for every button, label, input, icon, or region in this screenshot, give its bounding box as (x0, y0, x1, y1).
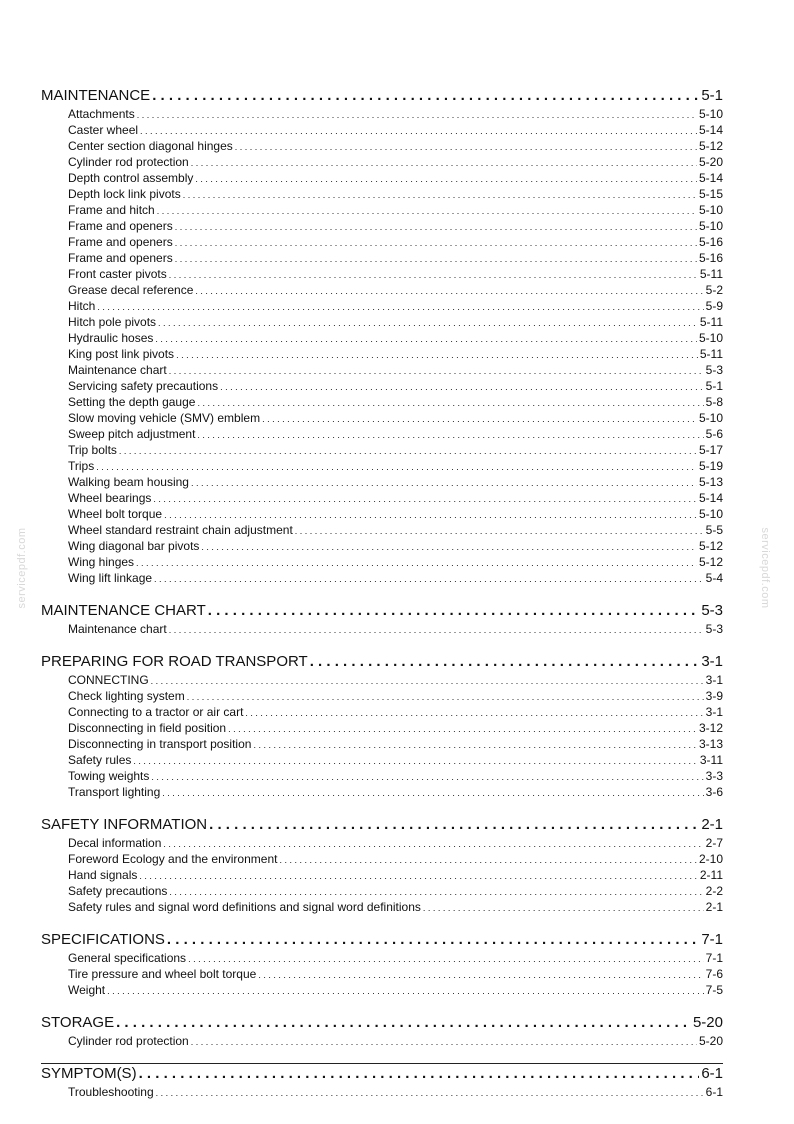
entry-page-number: 5-14 (698, 171, 723, 185)
leader-dots (195, 283, 703, 298)
toc-section-heading[interactable] (41, 652, 723, 672)
toc-entry[interactable] (41, 122, 723, 138)
toc-entry[interactable] (41, 506, 723, 522)
entry-page-number: 2-2 (705, 884, 723, 898)
leader-dots (191, 1034, 697, 1049)
entry-label: Check lighting system (68, 689, 185, 703)
toc-entry[interactable] (41, 426, 723, 442)
entry-page-number: 5-10 (698, 219, 723, 233)
entry-page-number: 3-13 (698, 737, 723, 751)
toc-entry[interactable] (41, 298, 723, 314)
leader-dots (176, 347, 698, 362)
toc-section-heading[interactable] (41, 86, 723, 106)
toc-entry[interactable] (41, 752, 723, 768)
entry-page-number: 5-1 (705, 379, 723, 393)
toc-section (41, 1064, 723, 1100)
leader-dots (175, 251, 697, 266)
leader-dots (175, 219, 697, 234)
entry-page-number: 5-17 (698, 443, 723, 457)
toc-entry[interactable] (41, 672, 723, 688)
leader-dots (209, 815, 699, 835)
leader-dots (169, 267, 698, 282)
toc-entry[interactable] (41, 186, 723, 202)
entry-page-number: 2-1 (705, 900, 723, 914)
entry-label: Hydraulic hoses (68, 331, 154, 345)
entry-label: Connecting to a tractor or air cart (68, 705, 244, 719)
entry-label: Troubleshooting (68, 1085, 154, 1099)
toc-section (41, 930, 723, 998)
leader-dots (151, 673, 704, 688)
entry-page-number: 5-19 (698, 459, 723, 473)
entry-page-number: 5-5 (705, 523, 723, 537)
entry-label: Walking beam housing (68, 475, 189, 489)
toc-entry[interactable] (41, 138, 723, 154)
toc-entry[interactable] (41, 218, 723, 234)
entry-page-number: 3-3 (705, 769, 723, 783)
leader-dots (162, 785, 703, 800)
entry-label: Foreword Ecology and the environment (68, 852, 278, 866)
leader-dots (139, 868, 697, 883)
toc-entry[interactable] (41, 538, 723, 554)
entry-label: Wing hinges (68, 555, 135, 569)
entry-page-number: 3-1 (705, 673, 723, 687)
toc-section-heading[interactable] (41, 1064, 723, 1084)
footer-rule (41, 1063, 723, 1064)
toc-entry[interactable] (41, 106, 723, 122)
leader-dots (208, 601, 700, 621)
entry-label: Weight (68, 983, 106, 997)
entry-label: Towing weights (68, 769, 150, 783)
leader-dots (137, 107, 697, 122)
entry-label: Caster wheel (68, 123, 139, 137)
entry-label: Cylinder rod protection (68, 1034, 189, 1048)
entry-page-number: 5-11 (699, 347, 723, 361)
entry-page-number: 5-20 (698, 1034, 723, 1048)
table-of-contents (41, 86, 723, 1100)
section-title: STORAGE (41, 1014, 115, 1031)
leader-dots (153, 491, 697, 506)
leader-dots (188, 951, 704, 966)
entry-label: Slow moving vehicle (SMV) emblem (68, 411, 261, 425)
entry-page-number: 7-6 (705, 967, 723, 981)
toc-entry[interactable] (41, 410, 723, 426)
entry-page-number: 5-3 (705, 622, 723, 636)
toc-entry[interactable] (41, 394, 723, 410)
entry-label: Center section diagonal hinges (68, 139, 233, 153)
leader-dots (116, 1013, 691, 1033)
leader-dots (151, 769, 703, 784)
entry-label: Decal information (68, 836, 162, 850)
toc-entry[interactable] (41, 282, 723, 298)
entry-page-number: 5-10 (698, 107, 723, 121)
entry-page-number: 5-11 (699, 267, 723, 281)
leader-dots (119, 443, 697, 458)
entry-page-number: 2-7 (705, 836, 723, 850)
leader-dots (163, 836, 703, 851)
toc-section (41, 652, 723, 800)
toc-entry[interactable] (41, 314, 723, 330)
entry-label: Safety rules and signal word definitions and signal word definitions (68, 900, 421, 914)
entry-page-number: 5-2 (705, 283, 723, 297)
toc-entry[interactable] (41, 982, 723, 998)
toc-section (41, 86, 723, 586)
leader-dots (197, 395, 703, 410)
entry-label: Wheel bolt torque (68, 507, 163, 521)
leader-dots (97, 299, 703, 314)
leader-dots (187, 689, 704, 704)
leader-dots (139, 1064, 700, 1084)
entry-page-number: 3-12 (698, 721, 723, 735)
entry-page-number: 5-14 (698, 123, 723, 137)
entry-page-number: 5-12 (698, 539, 723, 553)
entry-label: Frame and openers (68, 251, 173, 265)
toc-entry[interactable] (41, 570, 723, 586)
entry-page-number: 5-20 (698, 155, 723, 169)
leader-dots (157, 203, 697, 218)
toc-entry[interactable] (41, 378, 723, 394)
entry-page-number: 3-9 (705, 689, 723, 703)
entry-page-number: 3-6 (705, 785, 723, 799)
entry-label: Maintenance chart (68, 363, 167, 377)
entry-label: Hitch (68, 299, 96, 313)
toc-entry[interactable] (41, 883, 723, 899)
leader-dots (220, 379, 704, 394)
leader-dots (423, 900, 704, 915)
leader-dots (197, 427, 703, 442)
section-title: SAFETY INFORMATION (41, 816, 208, 833)
leader-dots (253, 737, 697, 752)
entry-page-number: 5-4 (705, 571, 723, 585)
entry-label: King post link pivots (68, 347, 175, 361)
entry-label: Grease decal reference (68, 283, 194, 297)
entry-label: Attachments (68, 107, 135, 121)
toc-section-heading[interactable] (41, 815, 723, 835)
leader-dots (136, 555, 697, 570)
toc-section-heading[interactable] (41, 601, 723, 621)
entry-label: Hitch pole pivots (68, 315, 157, 329)
leader-dots (107, 983, 704, 998)
toc-section-heading[interactable] (41, 930, 723, 950)
toc-entry[interactable] (41, 458, 723, 474)
leader-dots (154, 571, 704, 586)
toc-entry[interactable] (41, 170, 723, 186)
entry-label: Hand signals (68, 868, 138, 882)
entry-label: General specifications (68, 951, 187, 965)
entry-page-number: 2-10 (698, 852, 723, 866)
section-page-number: 7-1 (701, 931, 723, 948)
toc-entry[interactable] (41, 250, 723, 266)
entry-label: Disconnecting in field position (68, 721, 227, 735)
entry-page-number: 5-10 (698, 507, 723, 521)
section-title: MAINTENANCE CHART (41, 602, 206, 619)
toc-entry[interactable] (41, 202, 723, 218)
entry-label: Cylinder rod protection (68, 155, 189, 169)
toc-entry[interactable] (41, 621, 723, 637)
entry-label: Trip bolts (68, 443, 117, 457)
leader-dots (201, 539, 697, 554)
toc-entry[interactable] (41, 234, 723, 250)
leader-dots (96, 459, 697, 474)
leader-dots (235, 139, 697, 154)
leader-dots (262, 411, 697, 426)
section-title: SPECIFICATIONS (41, 931, 165, 948)
entry-label: Tire pressure and wheel bolt torque (68, 967, 257, 981)
leader-dots (191, 155, 697, 170)
leader-dots (155, 331, 697, 346)
leader-dots (167, 930, 699, 950)
leader-dots (258, 967, 703, 982)
leader-dots (279, 852, 697, 867)
leader-dots (133, 753, 697, 768)
entry-page-number: 5-6 (705, 427, 723, 441)
toc-entry[interactable] (41, 768, 723, 784)
entry-page-number: 5-10 (698, 203, 723, 217)
entry-label: CONNECTING (68, 673, 149, 687)
watermark-right: servicepdf.com (759, 527, 771, 609)
toc-entry[interactable] (41, 1033, 723, 1049)
entry-page-number: 5-10 (698, 411, 723, 425)
section-page-number: 3-1 (701, 653, 723, 670)
leader-dots (169, 884, 703, 899)
entry-label: Safety precautions (68, 884, 168, 898)
toc-entry[interactable] (41, 736, 723, 752)
entry-page-number: 5-12 (698, 139, 723, 153)
section-page-number: 2-1 (701, 816, 723, 833)
entry-label: Depth lock link pivots (68, 187, 181, 201)
entry-label: Servicing safety precautions (68, 379, 219, 393)
entry-label: Wheel bearings (68, 491, 152, 505)
entry-page-number: 5-13 (698, 475, 723, 489)
toc-entry[interactable] (41, 474, 723, 490)
section-title: PREPARING FOR ROAD TRANSPORT (41, 653, 308, 670)
toc-entry[interactable] (41, 266, 723, 282)
toc-section (41, 1013, 723, 1049)
entry-label: Wing diagonal bar pivots (68, 539, 200, 553)
toc-entry[interactable] (41, 720, 723, 736)
section-page-number: 5-3 (701, 602, 723, 619)
entry-page-number: 2-11 (699, 868, 723, 882)
entry-page-number: 3-11 (699, 753, 723, 767)
toc-entry[interactable] (41, 867, 723, 883)
toc-entry[interactable] (41, 851, 723, 867)
entry-label: Front caster pivots (68, 267, 167, 281)
leader-dots (169, 622, 704, 637)
toc-entry[interactable] (41, 950, 723, 966)
toc-entry[interactable] (41, 704, 723, 720)
toc-section-heading[interactable] (41, 1013, 723, 1033)
leader-dots (228, 721, 697, 736)
leader-dots (195, 171, 697, 186)
toc-entry[interactable] (41, 362, 723, 378)
entry-label: Setting the depth gauge (68, 395, 196, 409)
section-title: MAINTENANCE (41, 87, 151, 104)
section-title: SYMPTOM(S) (41, 1065, 137, 1082)
leader-dots (158, 315, 698, 330)
section-page-number: 5-1 (701, 87, 723, 104)
entry-label: Depth control assembly (68, 171, 194, 185)
entry-page-number: 3-1 (705, 705, 723, 719)
toc-entry[interactable] (41, 688, 723, 704)
toc-section (41, 601, 723, 637)
entry-page-number: 7-1 (705, 951, 723, 965)
entry-page-number: 5-16 (698, 235, 723, 249)
entry-page-number: 7-5 (705, 983, 723, 997)
leader-dots (295, 523, 704, 538)
entry-label: Sweep pitch adjustment (68, 427, 196, 441)
toc-entry[interactable] (41, 784, 723, 800)
entry-page-number: 5-11 (699, 315, 723, 329)
toc-entry[interactable] (41, 554, 723, 570)
entry-label: Frame and openers (68, 235, 173, 249)
leader-dots (310, 652, 700, 672)
toc-entry[interactable] (41, 330, 723, 346)
leader-dots (156, 1085, 704, 1100)
toc-entry[interactable] (41, 522, 723, 538)
entry-label: Maintenance chart (68, 622, 167, 636)
entry-label: Trips (68, 459, 95, 473)
entry-page-number: 5-3 (705, 363, 723, 377)
watermark-left: servicepdf.com (16, 527, 28, 609)
entry-page-number: 5-15 (698, 187, 723, 201)
entry-label: Wheel standard restraint chain adjustment (68, 523, 293, 537)
toc-section (41, 815, 723, 915)
leader-dots (245, 705, 703, 720)
entry-page-number: 5-8 (705, 395, 723, 409)
toc-entry[interactable] (41, 899, 723, 915)
toc-entry[interactable] (41, 346, 723, 362)
entry-page-number: 5-12 (698, 555, 723, 569)
toc-entry[interactable] (41, 835, 723, 851)
entry-label: Disconnecting in transport position (68, 737, 252, 751)
leader-dots (169, 363, 704, 378)
entry-label: Transport lighting (68, 785, 161, 799)
leader-dots (152, 86, 699, 106)
toc-entry[interactable] (41, 154, 723, 170)
leader-dots (183, 187, 697, 202)
section-page-number: 6-1 (701, 1065, 723, 1082)
leader-dots (140, 123, 697, 138)
leader-dots (175, 235, 697, 250)
entry-page-number: 5-14 (698, 491, 723, 505)
leader-dots (164, 507, 697, 522)
entry-label: Wing lift linkage (68, 571, 153, 585)
entry-page-number: 5-16 (698, 251, 723, 265)
toc-entry[interactable] (41, 490, 723, 506)
entry-label: Frame and openers (68, 219, 173, 233)
entry-label: Frame and hitch (68, 203, 155, 217)
entry-page-number: 5-10 (698, 331, 723, 345)
entry-page-number: 5-9 (705, 299, 723, 313)
toc-entry[interactable] (41, 1084, 723, 1100)
toc-entry[interactable] (41, 966, 723, 982)
entry-label: Safety rules (68, 753, 132, 767)
entry-page-number: 6-1 (705, 1085, 723, 1099)
leader-dots (191, 475, 697, 490)
section-page-number: 5-20 (692, 1014, 723, 1031)
toc-entry[interactable] (41, 442, 723, 458)
